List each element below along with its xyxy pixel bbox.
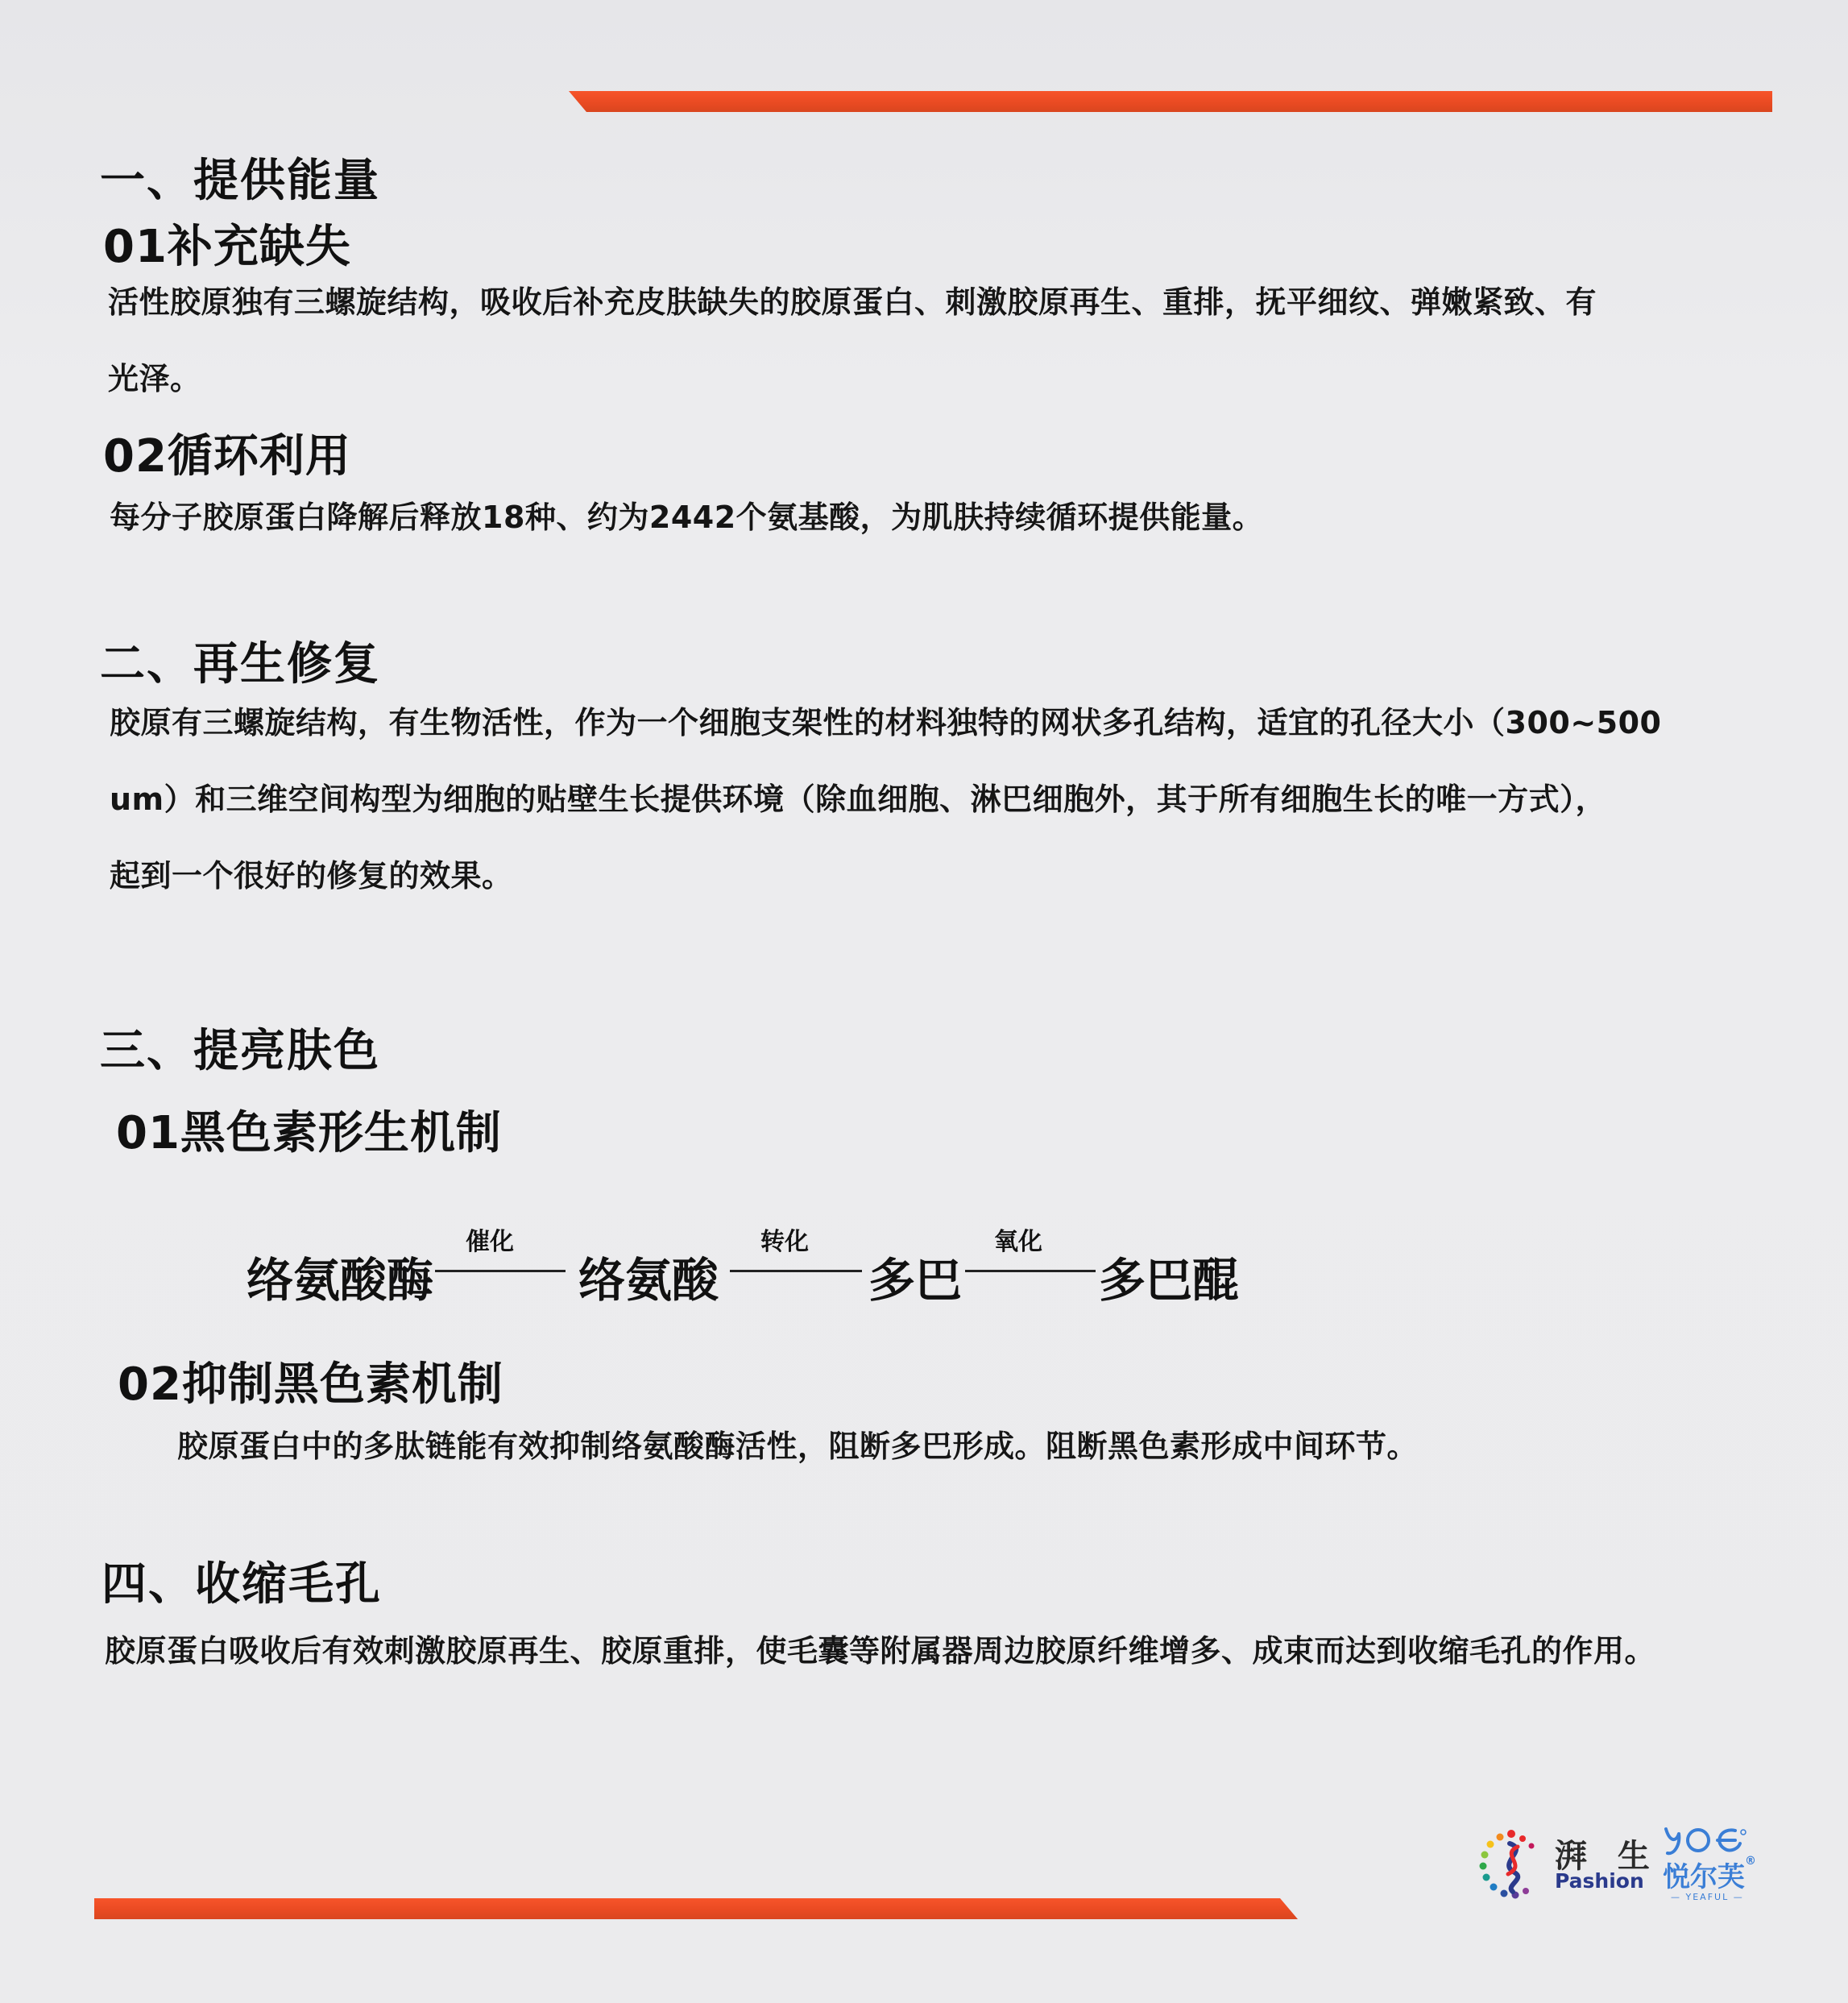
- section-1-sub-2-text-line-1: 每分子胶原蛋白降解后释放18种、约为2442个氨基酸，为肌肤持续循环提供能量。: [110, 500, 1264, 535]
- section-1-sub-1-title: 01补充缺失: [103, 221, 351, 273]
- flow-term-4: 多巴醌: [1099, 1253, 1240, 1308]
- yeaful-logo-cn-text: [1663, 1855, 1756, 1894]
- yeaful-script-logo-icon: [1661, 1823, 1750, 1858]
- footer-logos: [1473, 1823, 1771, 1903]
- flow-label-2: 转化: [760, 1228, 809, 1256]
- flow-term-3: 多巴: [868, 1253, 963, 1308]
- section-1-sub-1-text-line-2: 光泽。: [108, 361, 201, 396]
- flow-connector-3: [965, 1270, 1096, 1272]
- section-3-sub-2-text-line-1: 胶原蛋白中的多肽链能有效抑制络氨酸酶活性，阻断多巴形成。阻断黑色素形成中间环节。: [177, 1429, 1419, 1464]
- section-1-title: 一、提供能量: [100, 155, 380, 207]
- section-1-sub-1-text-line-1: 活性胶原独有三螺旋结构，吸收后补充皮肤缺失的胶原蛋白、刺激胶原再生、重排，抚平细纹、弹嫩紧致、有: [108, 284, 1597, 320]
- pashion-logo-en-text: Pashion: [1555, 1869, 1644, 1893]
- flow-label-1: 催化: [466, 1228, 514, 1256]
- flow-term-2: 络氨酸: [578, 1253, 719, 1308]
- flow-connector-1: [435, 1270, 566, 1272]
- section-3-sub-1-title: 01黑色素形生机制: [116, 1107, 502, 1159]
- flow-term-1: 络氨酸酶: [247, 1253, 434, 1308]
- section-2-text-line-1: 胶原有三螺旋结构，有生物活性，作为一个细胞支架性的材料独特的网状多孔结构，适宜的孔径大小（300~500: [110, 705, 1662, 740]
- flow-connector-2: [730, 1270, 862, 1272]
- yeaful-logo-en-text: — YEAFUL —: [1671, 1892, 1744, 1902]
- pashion-logo-icon: [1473, 1823, 1550, 1903]
- top-accent-stripe: [569, 91, 1772, 112]
- section-4-text-line-1: 胶原蛋白吸收后有效刺激胶原再生、胶原重排，使毛囊等附属器周边胶原纤维增多、成束而达到收缩毛孔的作用。: [105, 1633, 1656, 1669]
- flow-label-3: 氧化: [994, 1228, 1042, 1256]
- section-1-sub-2-title: 02循环利用: [103, 430, 351, 483]
- bottom-accent-stripe: [94, 1898, 1298, 1919]
- registered-mark: ®: [1745, 1855, 1756, 1868]
- pashion-logo-cn-text: 湃 生: [1555, 1838, 1659, 1875]
- section-2-title: 二、再生修复: [100, 638, 380, 690]
- section-3-title: 三、提亮肤色: [100, 1025, 380, 1077]
- yeaful-logo-name: 悦尔芙: [1663, 1861, 1745, 1893]
- section-2-text-line-3: 起到一个很好的修复的效果。: [110, 858, 513, 894]
- section-2-text-line-2: um）和三维空间构型为细胞的贴壁生长提供环境（除血细胞、淋巴细胞外，其于所有细胞生长的唯一方式），: [110, 782, 1607, 817]
- section-4-title: 四、收缩毛孔: [102, 1558, 382, 1611]
- section-3-sub-2-title: 02抑制黑色素机制: [118, 1358, 503, 1411]
